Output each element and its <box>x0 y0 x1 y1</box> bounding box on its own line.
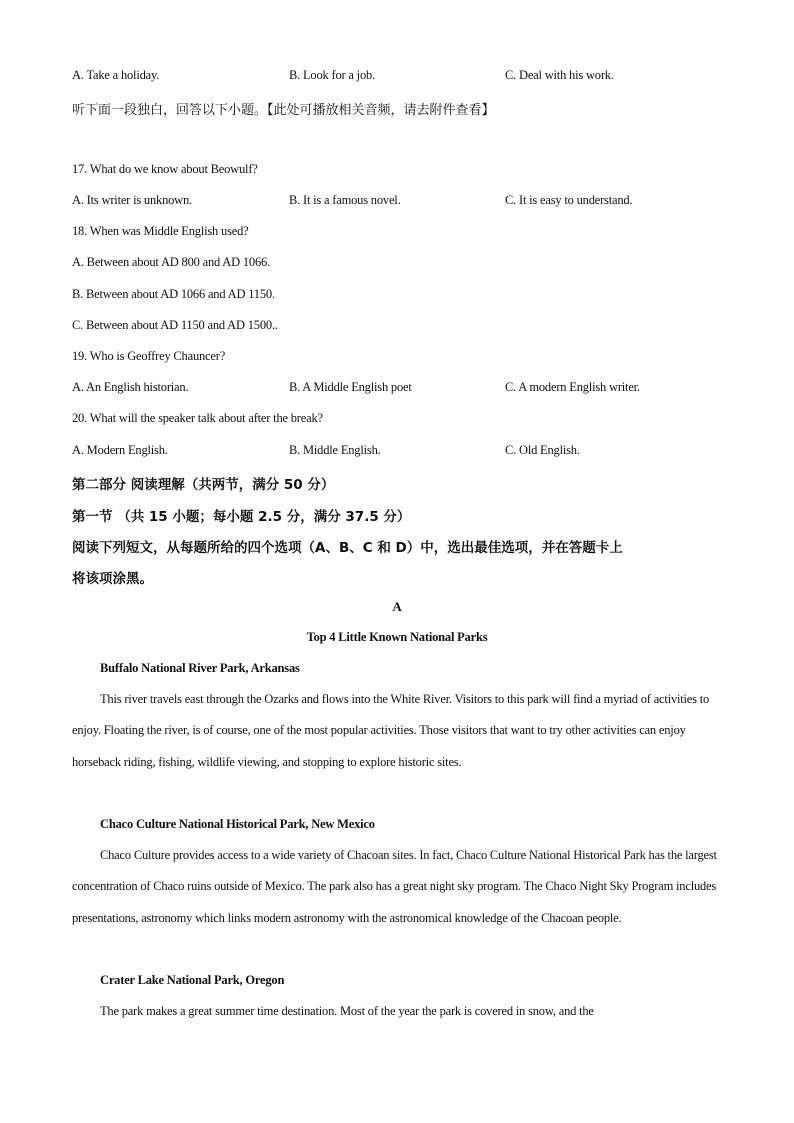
q16-option-a: A. Take a holiday. <box>72 68 160 82</box>
listening-instruction: 听下面一段独白，回答以下小题。【此处可播放相关音频，请去附件查看】 <box>72 103 495 118</box>
park-heading-chaco: Chaco Culture National Historical Park, New Mexico <box>100 817 375 831</box>
q19-option-b: B. A Middle English poet <box>289 380 412 394</box>
park-text-buffalo: This river travels east through the Ozarks and flows into the White River. Visitors to this park will find a myriad of activities to enjoy. Floating the river, is of course, one of the most popular activities. Those visitors that want to try other activities can enjoy horseback riding, fishing, wildlife viewing, and stopping to explore historic sites. <box>72 692 710 769</box>
park-heading-crater-lake: Crater Lake National Park, Oregon <box>100 973 285 987</box>
q17-option-c: C. It is easy to understand. <box>505 193 633 207</box>
reading-instruction-line2: 将该项涂黑。 <box>72 571 153 587</box>
part2-title: 第二部分 阅读理解（共两节，满分 50 分） <box>72 477 335 493</box>
q20-question: 20. What will the speaker talk about after the break? <box>72 411 323 425</box>
q19-option-a: A. An English historian. <box>72 380 189 394</box>
park-heading-buffalo: Buffalo National River Park, Arkansas <box>100 661 300 675</box>
q16-option-c: C. Deal with his work. <box>505 68 614 82</box>
q18-option-c: C. Between about AD 1150 and AD 1500.. <box>72 318 278 332</box>
q18-option-b: B. Between about AD 1066 and AD 1150. <box>72 287 275 301</box>
section1-title: 第一节 （共 15 小题；每小题 2.5 分，满分 37.5 分） <box>72 509 411 525</box>
q19-option-c: C. A modern English writer. <box>505 380 640 394</box>
park-text-crater-lake: The park makes a great summer time destination. Most of the year the park is covered in snow, and the <box>100 1004 594 1018</box>
q17-question: 17. What do we know about Beowulf? <box>72 162 258 176</box>
q18-question: 18. When was Middle English used? <box>72 224 249 238</box>
q17-option-a: A. Its writer is unknown. <box>72 193 192 207</box>
q17-option-b: B. It is a famous novel. <box>289 193 401 207</box>
reading-instruction-line1: 阅读下列短文，从每题所给的四个选项（A、B、C 和 D）中，选出最佳选项，并在答题卡上 <box>72 540 623 556</box>
q20-option-c: C. Old English. <box>505 443 580 457</box>
park-text-chaco: Chaco Culture provides access to a wide variety of Chacoan sites. In fact, Chaco Culture National Historical Park has the largest concentration of Chaco ruins outside of Mexico. The park also has a great night sky program. The Chaco Night Sky Program includes presentations, astronomy which links modern astronomy with the astronomical knowledge of the Chacoan people. <box>72 848 717 925</box>
passage-letter: A <box>392 599 402 614</box>
passage-title: Top 4 Little Known National Parks <box>306 630 488 644</box>
q16-option-b: B. Look for a job. <box>289 68 375 82</box>
q18-option-a: A. Between about AD 800 and AD 1066. <box>72 255 270 269</box>
q20-option-b: B. Middle English. <box>289 443 381 457</box>
q19-question: 19. Who is Geoffrey Chauncer? <box>72 349 226 363</box>
q20-option-a: A. Modern English. <box>72 443 168 457</box>
